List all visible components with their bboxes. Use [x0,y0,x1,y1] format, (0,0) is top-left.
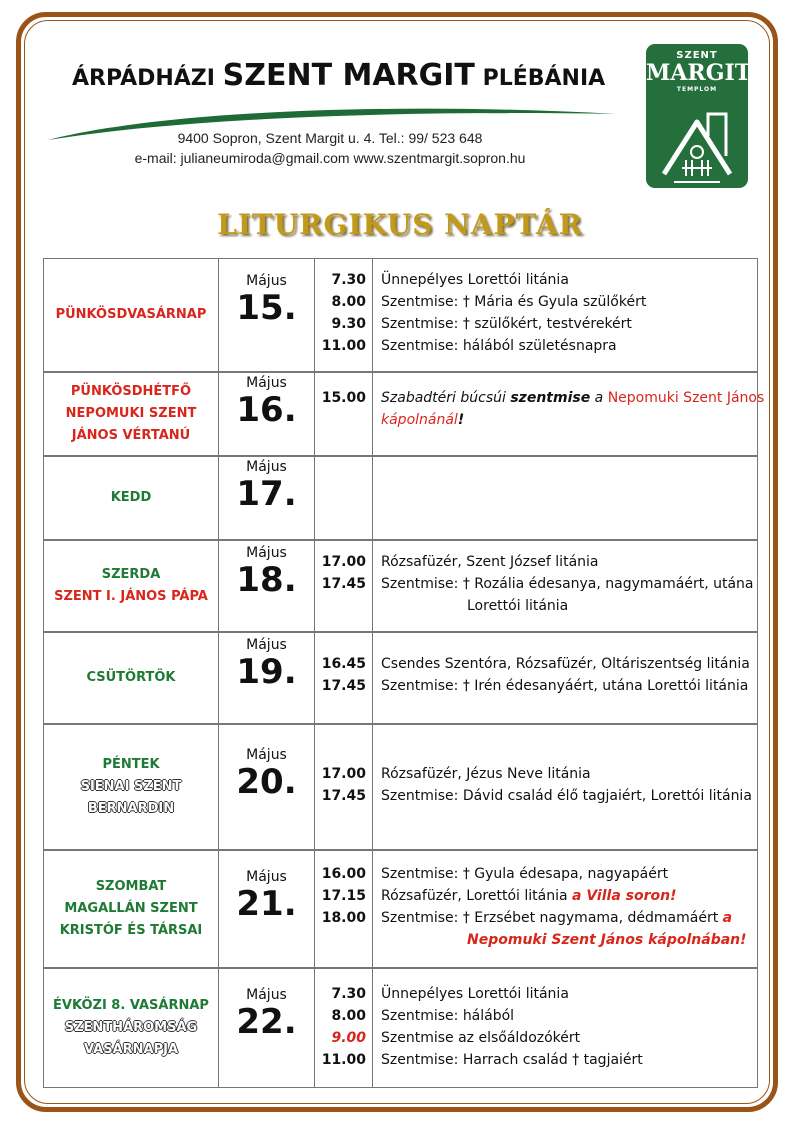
saint-name: VASÁRNAPJA [83,1042,179,1057]
event-cell [373,373,765,455]
calendar-title: LITURGIKUS NAPTÁR [217,208,583,241]
day-row-17 [43,456,758,540]
day-number: 22. [236,1002,297,1042]
day-number: 17. [236,474,297,514]
time-cell [315,851,373,967]
event-text: Szentmise: † Mária és Gyula szülőkért [381,294,647,310]
day-number: 15. [236,288,297,328]
event-cell [373,259,757,371]
event-text: Ünnepélyes Lorettói litánia [381,986,569,1002]
event-text: Rózsafüzér, Lorettói litánia a Villa soron! [381,888,677,904]
day-row-18 [43,540,758,632]
day-name-cell [44,457,219,539]
month-label: Május [246,747,287,763]
logo-line-1: SZENT [676,50,718,61]
event-text: Szentmise: hálából [381,1008,515,1024]
title-part-2: SZENT MARGIT [222,58,475,93]
event-text: Csendes Szentóra, Rózsafüzér, Oltáriszentség litánia [381,656,750,672]
saint-name: KRISTÓF ÉS TÁRSAI [59,923,203,938]
address-line: 9400 Sopron, Szent Margit u. 4. Tel.: 99/ 523 648 [177,130,483,146]
event-text: Lorettói litánia [467,598,569,614]
time-value: 8.00 [331,1008,366,1024]
day-row-16 [43,372,765,456]
time-value: 16.00 [321,866,366,882]
title-part-1: ÁRPÁDHÁZI [72,66,223,91]
date-cell [219,259,315,371]
day-name-cell [44,541,219,631]
day-number: 20. [236,762,297,802]
date-cell [219,373,315,455]
day-name: CSÜTÖRTÖK [86,670,176,685]
event-cell [373,851,757,967]
time-value: 17.45 [321,576,366,592]
event-cell [373,633,757,723]
time-cell [315,541,373,631]
event-text: Nepomuki Szent János kápolnában! [467,932,747,948]
month-label: Május [246,545,287,561]
day-name-cell [44,259,219,371]
month-label: Május [246,375,287,391]
event-text: Szentmise: Dávid család élő tagjaiért, Lorettói litánia [381,788,752,804]
time-value: 15.00 [321,390,366,406]
time-value: 8.00 [331,294,366,310]
saint-name: SIENAI SZENT [80,779,182,794]
month-label: Május [246,459,287,475]
day-name: PÉNTEK [102,757,160,772]
time-cell [315,969,373,1087]
time-value: 7.30 [331,986,366,1002]
time-value: 17.00 [321,766,366,782]
date-cell [219,541,315,631]
saint-name: MAGALLÁN SZENT [64,901,198,916]
time-value: 17.15 [321,888,366,904]
day-name-cell [44,373,219,455]
time-cell [315,633,373,723]
time-value: 9.30 [331,316,366,332]
time-value: 17.00 [321,554,366,570]
logo-line-3: TEMPLOM [676,86,718,93]
time-cell [315,373,373,455]
date-cell [219,633,315,723]
day-name: ÉVKÖZI 8. VASÁRNAP [53,998,209,1013]
date-cell [219,457,315,539]
event-cell [373,457,757,539]
event-text: Ünnepélyes Lorettói litánia [381,272,569,288]
month-label: Május [246,987,287,1003]
day-number: 18. [236,560,297,600]
day-row-15 [43,258,758,372]
time-value: 7.30 [331,272,366,288]
day-name: SZOMBAT [95,879,167,894]
event-text: Rózsafüzér, Jézus Neve litánia [381,766,591,782]
event-cell [373,541,757,631]
date-cell [219,851,315,967]
day-name: SZERDA [101,567,161,582]
day-row-19 [43,632,758,724]
month-label: Május [246,273,287,289]
event-text: Szentmise: † Gyula édesapa, nagyapáért [381,866,669,882]
event-text: Szabadtéri búcsúi szentmise a Nepomuki Szent János [381,390,765,406]
date-cell [219,725,315,849]
time-cell [315,259,373,371]
saint-name: SZENT I. JÁNOS PÁPA [54,589,208,604]
saint-name: JÁNOS VÉRTANÚ [71,428,191,443]
time-value: 18.00 [321,910,366,926]
day-number: 16. [236,390,297,430]
day-name-cell [44,725,219,849]
day-name: KEDD [110,490,152,505]
event-text: Szentmise: hálából születésnapra [381,338,617,354]
day-number: 21. [236,884,297,924]
time-cell [315,725,373,849]
saint-name: SZENTHÁROMSÁG [64,1020,198,1035]
saint-name: BERNARDIN [87,801,175,816]
time-value: 17.45 [321,678,366,694]
time-value: 16.45 [321,656,366,672]
time-cell [315,457,373,539]
event-text: Szentmise: † Erzsébet nagymama, dédmamáért a [381,910,733,926]
event-text: Rózsafüzér, Szent József litánia [381,554,599,570]
time-value: 11.00 [321,1052,366,1068]
event-text: Szentmise: Harrach család † tagjaiért [381,1052,643,1068]
month-label: Május [246,637,287,653]
logo-line-2: MARGIT [646,60,752,86]
title-part-3: PLÉBÁNIA [474,66,606,91]
event-text: Szentmise: † Irén édesanyáért, utána Lorettói litánia [381,678,749,694]
event-text: Szentmise: † szülőkért, testvérekért [381,316,632,332]
day-name-cell [44,969,219,1087]
day-name-cell [44,851,219,967]
day-row-20 [43,724,758,850]
month-label: Május [246,869,287,885]
church-building-icon [646,96,748,186]
day-row-21 [43,850,758,968]
event-text: kápolnánál! [381,412,465,428]
church-logo [646,44,752,188]
time-value: 9.00 [331,1030,366,1046]
date-cell [219,969,315,1087]
event-cell [373,725,757,849]
event-text: Szentmise az elsőáldozókért [381,1030,581,1046]
day-number: 19. [236,652,297,692]
day-name: PÜNKÖSDHÉTFŐ [70,384,192,399]
event-cell [373,969,757,1087]
parish-title [72,58,605,93]
time-value: 11.00 [321,338,366,354]
day-row-22 [43,968,758,1088]
contact-line: e-mail: julianeumiroda@gmail.com www.szentmargit.sopron.hu [134,150,526,166]
day-name: PÜNKÖSDVASÁRNAP [55,307,207,322]
event-text: Szentmise: † Rozália édesanya, nagymamáért, utána [381,576,754,592]
day-name-cell [44,633,219,723]
time-value: 17.45 [321,788,366,804]
saint-name: NEPOMUKI SZENT [65,406,197,421]
